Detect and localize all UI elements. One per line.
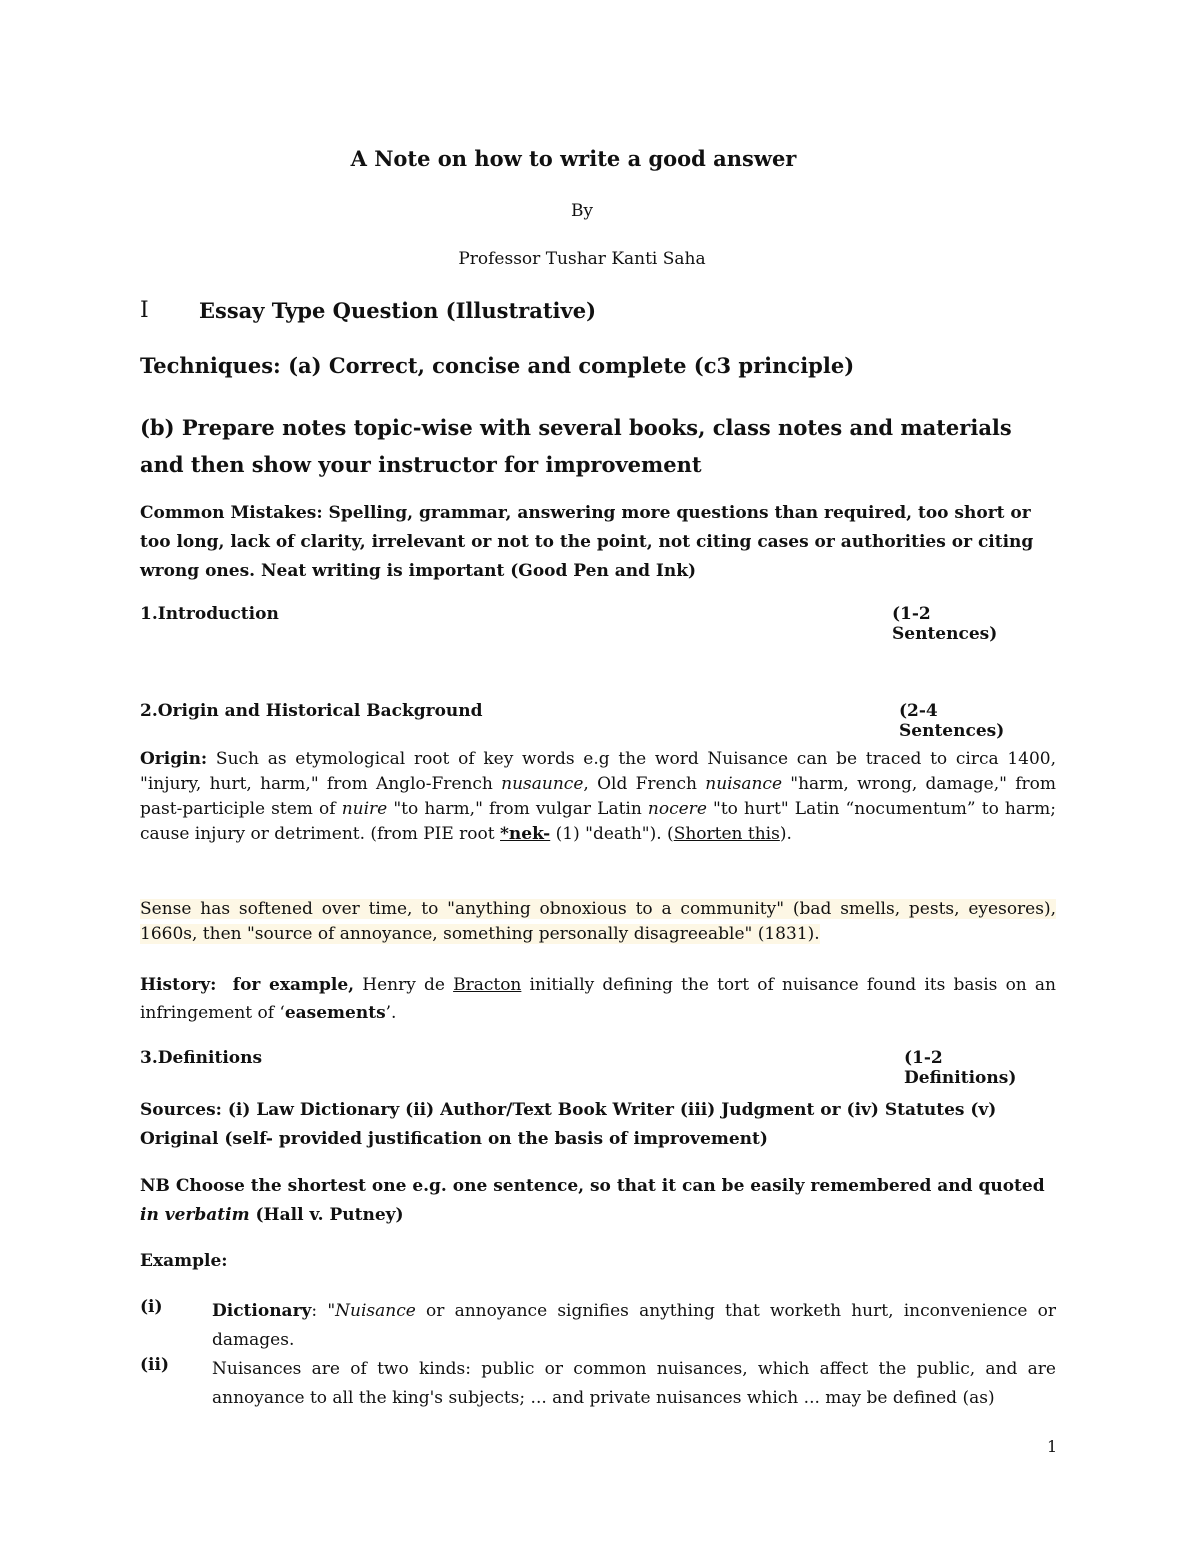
definition-item-two-kinds: Nuisances are of two kinds: public or common nuisances, which affect the public, and are annoyance to all the king's subjects; ... and private nuisances which ... may be defined (as) <box>212 1359 1056 1408</box>
pie-root-link[interactable]: *nek- <box>500 824 551 844</box>
history-lead: for example, <box>232 975 355 995</box>
page-number: 1 <box>1047 1437 1058 1456</box>
dictionary-text-2: or annoyance signifies anything that worketh hurt, inconvenience or damages. <box>212 1301 1056 1350</box>
word-nuire: nuire <box>341 799 388 819</box>
nuisance-term: Nuisance <box>335 1301 416 1321</box>
definition-item-dictionary <box>212 1297 1056 1355</box>
definitions-length-note: (1-2 Definitions) <box>904 1048 1017 1088</box>
origin-length-note: (2-4 Sentences) <box>899 701 1005 741</box>
word-nusaunce: nusaunce <box>501 774 584 794</box>
history-label: History: <box>140 975 217 995</box>
sense-paragraph <box>140 897 1056 947</box>
dictionary-label: Dictionary <box>212 1301 312 1321</box>
nb-text-2: (Hall v. Putney) <box>249 1205 404 1225</box>
sources-paragraph: Sources: (i) Law Dictionary (ii) Author/Text Book Writer (iii) Judgment or (iv) Statutes (v) Original (self- provided justification on the basis of improvement) <box>140 1100 997 1149</box>
history-text-3: ’. <box>385 1003 397 1023</box>
introduction-length-note: (1-2 Sentences) <box>892 604 998 644</box>
item-number-ii: (ii) <box>140 1355 170 1375</box>
definitions-label: 3.Definitions <box>140 1048 263 1068</box>
section-number: I <box>140 298 149 323</box>
section-title: Essay Type Question (Illustrative) <box>199 298 597 323</box>
history-paragraph <box>140 971 1056 1027</box>
nb-text-1: NB Choose the shortest one e.g. one sentence, so that it can be easily remembered and quoted <box>140 1176 1045 1196</box>
history-text-2: initially defining the tort of nuisance found its basis on an infringement of ‘ <box>140 975 1057 1023</box>
word-nocere: nocere <box>647 799 707 819</box>
prepare-notes-heading: (b) Prepare notes topic-wise with several books, class notes and materials and then show your instructor for improvement <box>140 415 1012 477</box>
origin-text-7: ). <box>779 824 792 844</box>
item-number-i: (i) <box>140 1297 163 1317</box>
origin-text-4: "to harm," from vulgar Latin <box>387 799 648 819</box>
document-title: A Note on how to write a good answer <box>350 146 797 171</box>
nb-paragraph <box>140 1172 1056 1230</box>
introduction-label: 1.Introduction <box>140 604 279 624</box>
word-nuisance: nuisance <box>705 774 783 794</box>
origin-label: Origin: <box>140 749 208 769</box>
origin-text-1: Such as etymological root of key words e.g the word Nuisance can be traced to circa 1400, "injury, hurt, harm," from Anglo-French <box>140 749 1056 794</box>
example-label: Example: <box>140 1251 228 1271</box>
origin-heading <box>140 701 1040 741</box>
shorten-this-link[interactable]: Shorten this <box>673 824 780 844</box>
byline: By <box>570 201 594 221</box>
origin-paragraph <box>140 747 1056 847</box>
history-text-1: Henry de <box>354 975 454 995</box>
introduction-heading <box>140 604 1040 644</box>
origin-text-6: (1) "death"). ( <box>550 824 674 844</box>
techniques-heading: Techniques: (a) Correct, concise and complete (c3 principle) <box>140 353 855 378</box>
bracton-link[interactable]: Bracton <box>453 975 522 995</box>
easements-term: easements <box>284 1003 386 1023</box>
author-name: Professor Tushar Kanti Saha <box>458 249 706 269</box>
sense-text: Sense has softened over time, to "anything obnoxious to a community" (bad smells, pests, eyesores), 1660s, then "source of annoyance, something personally disagreeable" (1831). <box>140 899 1056 944</box>
definitions-heading <box>140 1048 1040 1088</box>
origin-text-2: , Old French <box>583 774 706 794</box>
common-mistakes-paragraph: Common Mistakes: Spelling, grammar, answering more questions than required, too short or too long, lack of clarity, irrelevant or not to the point, not citing cases or authorities or citing wrong ones. Neat writing is important (Good Pen and Ink) <box>140 503 1034 581</box>
in-verbatim-phrase: in verbatim <box>140 1205 250 1225</box>
origin-text-5: "to hurt" Latin “nocumentum” to harm; cause injury or detriment. (from PIE root <box>140 799 1056 844</box>
origin-heading-label: 2.Origin and Historical Background <box>140 701 483 721</box>
origin-text-3: "harm, wrong, damage," from past-participle stem of <box>140 774 1056 819</box>
dictionary-text-1: : " <box>311 1301 336 1321</box>
